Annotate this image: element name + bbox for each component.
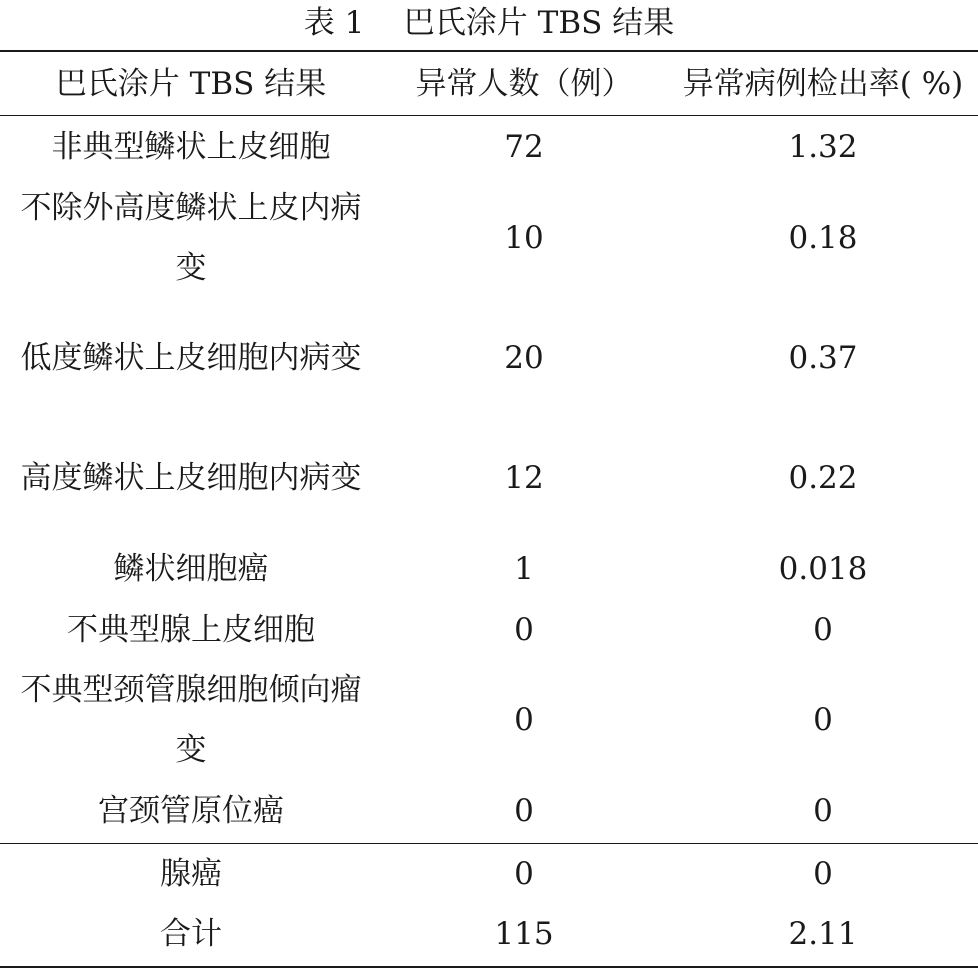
table-row — [0, 116, 978, 178]
table-row — [0, 660, 978, 780]
row-rate: 0 — [813, 612, 833, 648]
row-result: 合计 — [160, 916, 222, 952]
row-count: 12 — [504, 460, 544, 496]
row-result: 鳞状细胞癌 — [113, 551, 269, 587]
row-rate: 0.37 — [788, 340, 858, 376]
table-row-total — [0, 904, 978, 964]
table-row — [0, 418, 978, 538]
row-rate: 0.22 — [788, 460, 858, 496]
row-result: 腺癌 — [160, 856, 222, 892]
row-result: 不典型颈管腺细胞倾向瘤变 — [20, 672, 362, 768]
table-caption: 表 1 巴氏涂片 TBS 结果 — [303, 5, 675, 41]
row-result: 高度鳞状上皮细胞内病变 — [20, 460, 362, 496]
header-detection-rate: 异常病例检出率( %) — [682, 65, 964, 102]
row-count: 1 — [514, 551, 534, 587]
table-row — [0, 780, 978, 842]
row-rate: 0 — [813, 793, 833, 829]
row-count: 0 — [514, 793, 534, 829]
row-result: 宫颈管原位癌 — [98, 793, 284, 829]
row-count: 10 — [504, 220, 544, 256]
row-rate: 0.18 — [788, 220, 858, 256]
table-row — [0, 844, 978, 904]
row-rate: 1.32 — [788, 129, 858, 165]
table-row — [0, 178, 978, 298]
row-count: 115 — [494, 916, 554, 952]
row-count: 0 — [514, 856, 534, 892]
row-rate: 0 — [813, 702, 833, 738]
header-abnormal-count: 异常人数（例） — [415, 65, 633, 102]
row-result: 不除外高度鳞状上皮内病变 — [20, 190, 362, 286]
header-tbs-result: 巴氏涂片 TBS 结果 — [55, 65, 327, 102]
table-row — [0, 298, 978, 418]
table-row — [0, 538, 978, 600]
section-rule — [0, 843, 978, 844]
bottom-rule — [0, 966, 978, 968]
row-rate: 0 — [813, 856, 833, 892]
row-count: 0 — [514, 612, 534, 648]
row-result: 低度鳞状上皮细胞内病变 — [20, 340, 362, 376]
row-rate: 2.11 — [788, 916, 858, 952]
row-count: 20 — [504, 340, 544, 376]
table-row — [0, 600, 978, 660]
row-count: 72 — [504, 129, 544, 165]
row-result: 非典型鳞状上皮细胞 — [51, 129, 331, 165]
row-rate: 0.018 — [778, 551, 868, 587]
row-result: 不典型腺上皮细胞 — [67, 612, 315, 648]
table-header — [0, 52, 978, 115]
row-count: 0 — [514, 702, 534, 738]
